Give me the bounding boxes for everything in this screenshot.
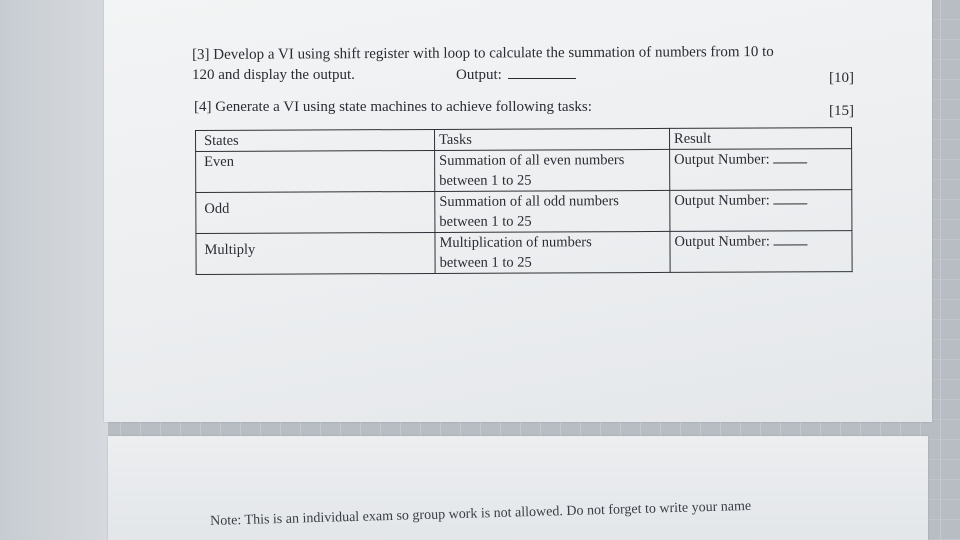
result-blank [774,234,808,245]
task-line-1: Summation of all odd numbers [439,193,619,210]
task-cell [435,231,670,273]
header-result: Result [669,128,851,150]
question-3-line-1: [3] Develop a VI using shift register with loop to calculate the summation of numbers from 10 to [192,43,774,63]
table-header-row [196,128,852,152]
table-row [196,149,852,193]
footer-note: Note: This is an individual exam so group work is not allowed. Do not forget to write your name [210,498,752,529]
header-states: States [196,129,435,151]
result-cell [670,231,852,273]
question-3-marks: [10] [829,70,854,86]
table-row [196,231,852,275]
result-blank [774,152,808,163]
state-task-table [195,127,853,275]
question-3-output [456,66,576,84]
result-label: Output Number: [674,233,770,250]
header-tasks: Tasks [434,128,669,150]
question-3-line-2: 120 and display the output. [192,67,355,83]
task-line-2: between 1 to 25 [439,213,532,230]
task-cell [435,149,670,191]
table-row [196,190,852,234]
result-cell [670,149,852,191]
task-line-2: between 1 to 25 [439,254,532,271]
result-label: Output Number: [674,151,770,168]
result-label: Output Number: [674,192,770,209]
output-blank [508,66,576,79]
question-4-marks: [15] [829,103,854,119]
question-4-text: [4] Generate a VI using state machines to achieve following tasks: [194,99,592,115]
background-desk-left [0,0,108,540]
output-label: Output: [456,67,502,83]
result-blank [774,193,808,204]
state-cell: Odd [196,191,435,233]
state-cell: Multiply [196,232,435,274]
task-line-2: between 1 to 25 [439,172,532,189]
task-line-1: Multiplication of numbers [439,234,592,251]
result-cell [670,190,852,232]
state-cell: Even [196,150,435,192]
task-line-1: Summation of all even numbers [439,152,625,169]
task-cell [435,190,670,232]
